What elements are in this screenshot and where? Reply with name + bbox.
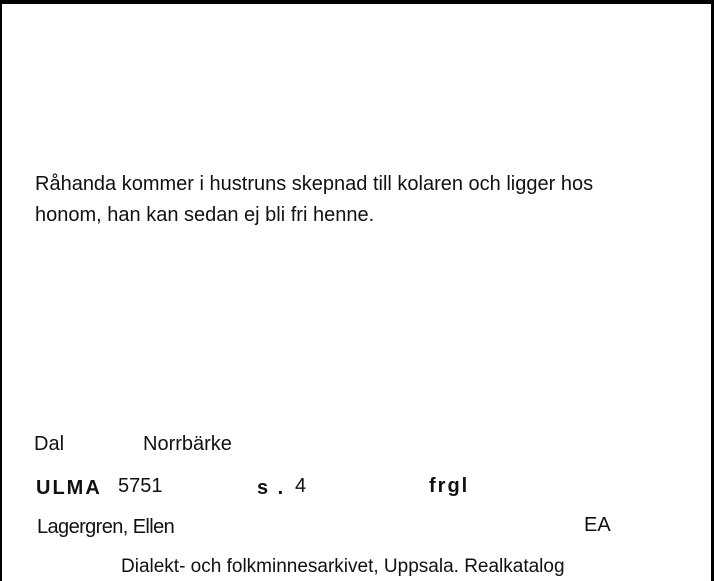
informant-initials: EA: [584, 514, 611, 536]
parish-label: Norrbärke: [143, 433, 232, 455]
page-number: 4: [295, 475, 307, 497]
category-code: frgl: [429, 475, 470, 497]
page-label: s .: [257, 477, 286, 499]
record-text-line-1: Råhanda kommer i hustruns skepnad till kolaren och ligger hos: [35, 173, 594, 195]
archive-footer: Dialekt- och folkminnesarkivet, Uppsala. Realkatalog: [121, 556, 565, 577]
archive-number: 5751: [118, 475, 163, 497]
archive-label: ULMA: [36, 477, 102, 499]
province-label: Dal: [34, 433, 65, 455]
record-text-line-2: honom, han kan sedan ej bli fri henne.: [35, 204, 375, 226]
informant-name: Lagergren, Ellen: [37, 516, 175, 538]
